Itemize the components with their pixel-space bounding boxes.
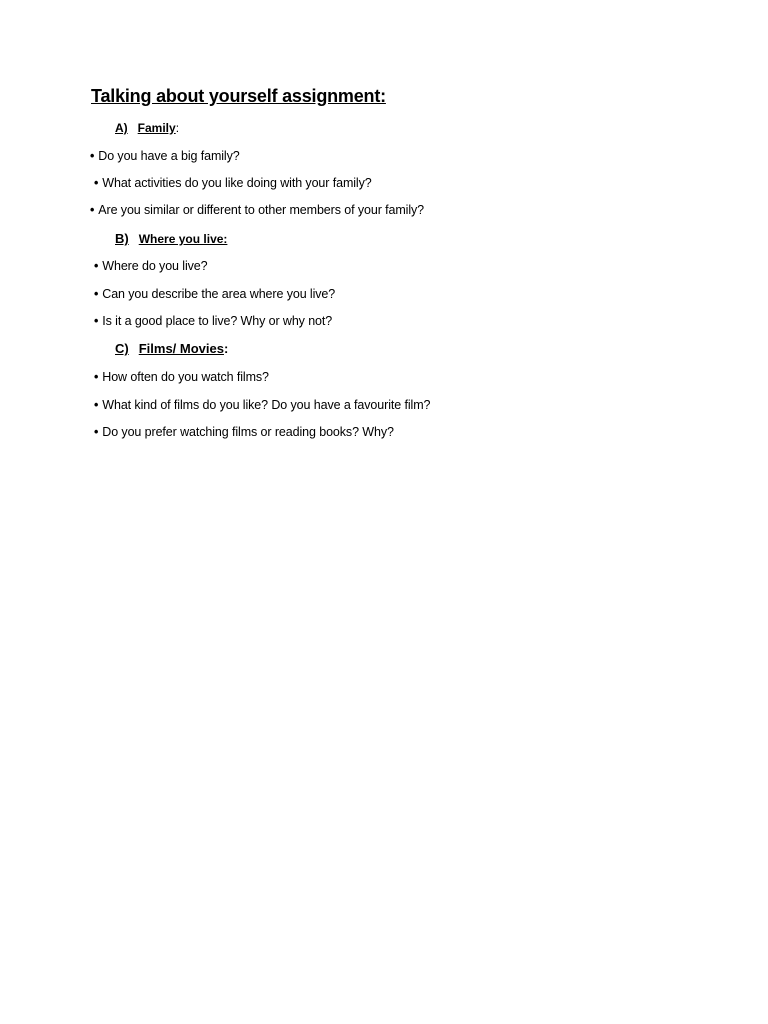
question-item [94, 259, 207, 273]
bullet-icon: • [94, 314, 99, 328]
question-text: Do you prefer watching films or reading books? Why? [102, 425, 394, 439]
bullet-icon: • [90, 203, 95, 217]
question-text: How often do you watch films? [102, 370, 269, 384]
bullet-icon: • [94, 370, 99, 384]
section-name: Where you live: [138, 232, 228, 246]
section-marker: A) [115, 121, 128, 135]
section-suffix: : [223, 341, 229, 356]
question-item [94, 425, 394, 439]
question-text: What kind of films do you like? Do you have a favourite film? [102, 398, 431, 412]
question-item [94, 398, 430, 412]
question-item [90, 203, 424, 217]
section-name: Family [137, 121, 176, 135]
section-marker: B) [115, 231, 129, 246]
section-heading-films-movies [115, 341, 228, 356]
question-item [94, 314, 332, 328]
question-text: Do you have a big family? [98, 149, 240, 163]
section-name: Films/ Movies [138, 341, 224, 356]
document-title: Talking about yourself assignment: [91, 86, 386, 106]
question-text: Can you describe the area where you live? [102, 287, 336, 301]
bullet-icon: • [90, 149, 95, 163]
question-text: Is it a good place to live? Why or why not? [102, 314, 333, 328]
section-marker: C) [115, 341, 129, 356]
bullet-icon: • [94, 259, 99, 273]
bullet-icon: • [94, 176, 99, 190]
bullet-icon: • [94, 287, 99, 301]
section-suffix: : [175, 121, 180, 135]
section-heading-where-you-live [115, 231, 227, 246]
question-item [94, 287, 335, 301]
question-item [94, 370, 269, 384]
question-item [90, 149, 240, 163]
question-text: Where do you live? [102, 259, 208, 273]
question-text: What activities do you like doing with your family? [102, 176, 372, 190]
question-text: Are you similar or different to other members of your family? [98, 203, 425, 217]
bullet-icon: • [94, 425, 99, 439]
question-item [94, 176, 372, 190]
section-heading-family [115, 121, 179, 135]
bullet-icon: • [94, 398, 99, 412]
